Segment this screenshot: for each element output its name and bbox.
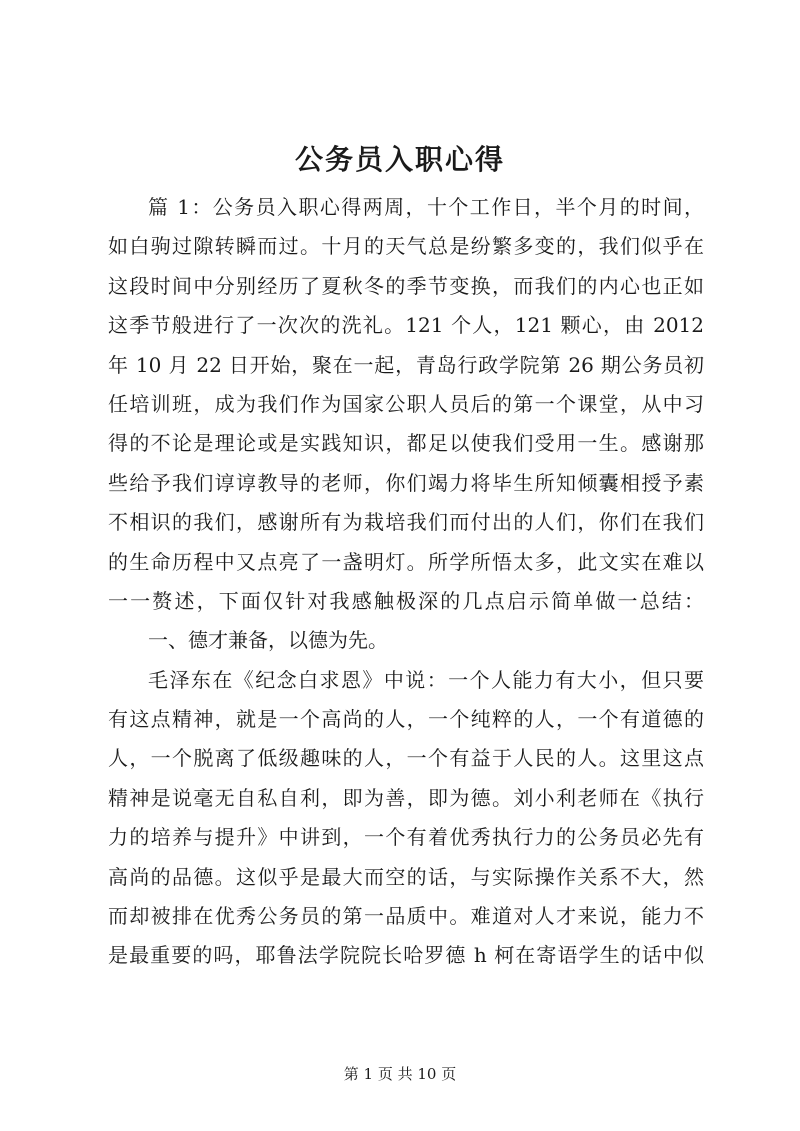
text-line: 任培训班，成为我们作为国家公职人员后的第一个课堂，从中习	[108, 391, 704, 416]
document-title: 公务员入职心得	[294, 143, 505, 176]
document-body	[108, 188, 704, 976]
text-line: 不相识的我们，感谢所有为栽培我们而付出的人们，你们在我们	[108, 510, 704, 535]
text-line: 是最重要的吗，耶鲁法学院院长哈罗德 h 柯在寄语学生的话中似	[108, 943, 704, 968]
text-line: 力的培养与提升》中讲到，一个有着优秀执行力的公务员必先有	[108, 825, 704, 850]
text-line: 高尚的品德。这似乎是最大而空的话，与实际操作关系不大，然	[108, 864, 704, 889]
section-heading: 一、德才兼备，以德为先。	[148, 628, 388, 653]
text-line: 年 10 月 22 日开始，聚在一起，青岛行政学院第 26 期公务员初	[108, 352, 704, 377]
text-line: 有这点精神，就是一个高尚的人，一个纯粹的人，一个有道德的	[108, 707, 704, 732]
text-line: 毛泽东在《纪念白求恩》中说：一个人能力有大小，但只要	[148, 667, 704, 692]
text-line: 如白驹过隙转瞬而过。十月的天气总是纷繁多变的，我们似乎在	[108, 234, 704, 259]
text-line: 这季节般进行了一次次的洗礼。121 个人，121 颗心，由 2012	[108, 313, 704, 338]
text-line: 人，一个脱离了低级趣味的人，一个有益于人民的人。这里这点	[108, 746, 704, 771]
text-line: 这段时间中分别经历了夏秋冬的季节变换，而我们的内心也正如	[108, 273, 704, 298]
text-line: 一一赘述，下面仅针对我感触极深的几点启示简单做一总结：	[108, 588, 704, 613]
text-line: 而却被排在优秀公务员的第一品质中。难道对人才来说，能力不	[108, 904, 704, 929]
text-line: 得的不论是理论或是实践知识，都足以使我们受用一生。感谢那	[108, 431, 704, 456]
text-line: 篇 1：公务员入职心得两周，十个工作日，半个月的时间，	[148, 195, 704, 219]
page-number: 第 1 页 共 10 页	[343, 1065, 457, 1083]
text-line: 的生命历程中又点亮了一盏明灯。所学所悟太多，此文实在难以	[108, 549, 704, 574]
text-line: 些给予我们谆谆教导的老师，你们竭力将毕生所知倾囊相授予素	[108, 470, 704, 495]
text-line: 精神是说毫无自私自利，即为善，即为德。刘小利老师在《执行	[108, 785, 704, 810]
